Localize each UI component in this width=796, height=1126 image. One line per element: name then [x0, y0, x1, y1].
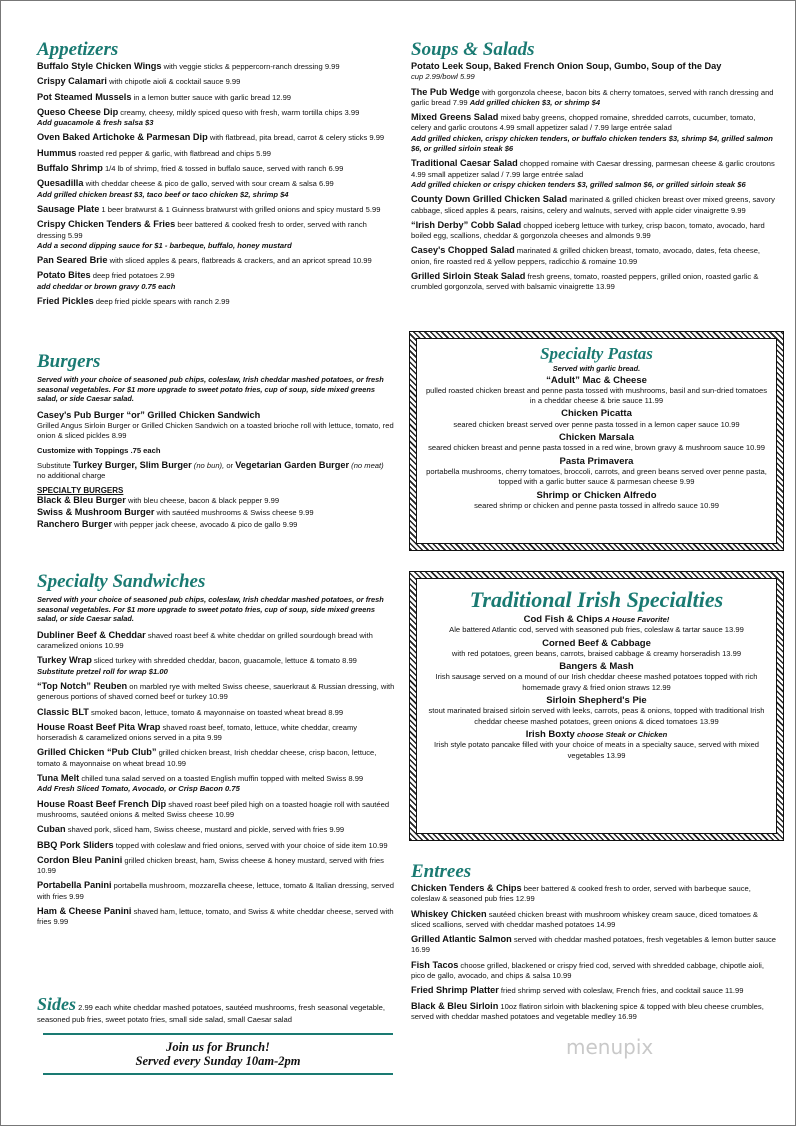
list-item: Bangers & Mash Irish sausage served on a mound of our Irish cheddar cheese mashed potatoes topped with rich homemade gravy & fried onion straws 12.99 [435, 661, 758, 692]
irish-box [409, 571, 784, 841]
list-item: Quesadilla with cheddar cheese & pico de gallo, served with sour cream & salsa 6.99 Add grilled chicken breast $3, taco beef or taco chicken $2, shrimp $4 [37, 178, 334, 199]
list-item: Crispy Chicken Tenders & Fries beer battered & cooked fresh to order, served with ranch dressing 5.99 Add a second dipping sauce for $1 - barbeque, buffalo, honey mustard [37, 219, 367, 250]
burgers-toppings: Customize with Toppings .75 each [37, 445, 161, 455]
list-item: Cod Fish & Chips A House Favorite! Ale battered Atlantic cod, served with seasoned pub fries, coleslaw & tartar sauce 13.99 [449, 614, 744, 635]
list-item: Potato Bites deep fried potatoes 2.99 add cheddar or brown gravy 0.75 each [37, 270, 176, 291]
left-column [37, 39, 395, 311]
sandwiches-section [37, 571, 395, 932]
pastas-heading: Specialty Pastas [540, 344, 653, 363]
list-item: Corned Beef & Cabbage with red potatoes, green beans, carrots, braised cabbage & creamy horseradish 13.99 [451, 637, 742, 658]
appetizers-heading: Appetizers [37, 39, 119, 60]
list-item: Mixed Greens Salad mixed baby greens, chopped romaine, shredded carrots, cucumber, tomato, celery and garlic croutons 4.99 small appetizer salad / 7.99 large entrée salad Add grilled chicken, crispy chicken tenders, or buffalo chicken tenders $3, shrimp $4, grilled salmon $6, or grilled sirloin steak $6 [411, 112, 773, 154]
burgers-note: Served with your choice of seasoned pub chips, coleslaw, Irish cheddar mashed potatoes, or fresh seasonal vegetables. For $1 more upgrade to sweet potato fries, cup of soup, side mixed greens salad, or side Caesar salad. [37, 375, 384, 404]
list-item: Dubliner Beef & Cheddar shaved roast beef & white cheddar on grilled sourdough bread with caramelized onions 10.99 [37, 629, 373, 651]
list-item: Fish Tacos choose grilled, blackened or crispy fried cod, served with shredded cabbage, chipotle aioli, pico de gallo, avocado, and chips & salsa 10.99 [411, 959, 764, 981]
list-item: Grilled Sirloin Steak Salad fresh greens, tomato, roasted peppers, grilled onion, roasted garlic & crumbled gorgonzola, served with balsamic vinaigrette 13.99 [411, 271, 759, 292]
list-item: Cordon Bleu Panini grilled chicken breast, ham, Swiss cheese & honey mustard, served with fries 10.99 [37, 854, 384, 876]
list-item: Crispy Calamari with chipotle aioli & cocktail sauce 9.99 [37, 76, 241, 87]
list-item: Ham & Cheese Panini shaved ham, lettuce, tomato, and Swiss & white cheddar cheese, served with fries 9.99 [37, 906, 394, 927]
pastas-inner [416, 338, 777, 544]
sides-text: Sides 2.99 each white cheddar mashed potatoes, sautéed mushrooms, fresh seasonal vegetable, seasoned pub fries, sweet potato fries, small side salad, small Caesar salad [37, 994, 386, 1024]
list-item: House Roast Beef French Dip shaved roast beef piled high on a toasted hoagie roll with sautéed mushrooms, sautéed onions & melted Swiss cheese 10.99 [37, 798, 390, 819]
list-item: Hummus roasted red pepper & garlic, with flatbread and chips 5.99 [37, 147, 271, 158]
list-item: Portabella Panini portabella mushroom, mozzarella cheese, lettuce, tomato & Italian dressing, served with fries 9.99 [37, 880, 394, 901]
brunch-top-rule [43, 1033, 393, 1035]
soups-heading: Soups & Salads [411, 39, 535, 60]
soups-section [411, 39, 776, 297]
list-item: Fried Pickles deep fried pickle spears with ranch 2.99 [37, 296, 230, 307]
entrees-section [411, 861, 776, 1026]
list-item: “Top Notch” Reuben on marbled rye with melted Swiss cheese, sauerkraut & Russian dressing, with generous portions of shaved corned beef or turkey 10.99 [37, 680, 395, 702]
list-item: Grilled Chicken “Pub Club” grilled chicken breast, Irish cheddar cheese, crisp bacon, lettuce, tomato & mayonnaise on wheat bread 10.99 [37, 747, 377, 768]
brunch-notice [43, 1040, 393, 1068]
list-item: Black & Bleu Sirloin 10oz flatiron sirloin with blackening spice & topped with bleu cheese crumbles, served with cheddar mashed potatoes and vegetable medley 16.99 [411, 1000, 764, 1021]
soup-list: Potato Leek Soup, Baked French Onion Soup, Gumbo, Soup of the Day cup 2.99/bowl 5.99 [411, 61, 722, 82]
list-item: Casey's Pub Burger “or” Grilled Chicken Sandwich Grilled Angus Sirloin Burger or Grilled Chicken Sandwich on a toasted brioche roll with lettuce, tomato, red onion & sliced pickles 8.99 [37, 409, 394, 441]
list-item: Pan Seared Brie with sliced apples & pears, flatbreads & crackers, and an apricot spread 10.99 [37, 255, 372, 266]
list-item: BBQ Pork Sliders topped with coleslaw and fried onions, served with your choice of side item 10.99 [37, 839, 388, 850]
list-item: Queso Cheese Dip creamy, cheesy, mildly spiced queso with fresh, warm tortilla chips 3.99 Add guacamole & fresh salsa $3 [37, 106, 360, 128]
list-item: Swiss & Mushroom Burger with sautéed mushrooms & Swiss cheese 9.99 [37, 506, 314, 517]
appetizers-list [37, 61, 395, 307]
list-item: Buffalo Shrimp 1/4 lb of shrimp, fried & tossed in buffalo sauce, served with ranch 6.99 [37, 163, 344, 174]
list-item: Shrimp or Chicken Alfredo seared shrimp or chicken and penne pasta tossed in alfredo sauce 10.99 [474, 489, 719, 510]
sides-heading: Sides [37, 994, 77, 1014]
list-item: Turkey Wrap sliced turkey with shredded cheddar, bacon, guacamole, lettuce & tomato 8.99 Substitute pretzel roll for wrap $1.00 [37, 655, 357, 676]
list-item: Classic BLT smoked bacon, lettuce, tomato & mayonnaise on toasted wheat bread 8.99 [37, 706, 344, 717]
list-item: Fried Shrimp Platter fried shrimp served with coleslaw, French fries, and cocktail sauce 11.99 [411, 985, 744, 996]
list-item: Chicken Marsala seared chicken breast and penne pasta tossed in a red wine, brown gravy & mushroom sauce 10.99 [428, 432, 765, 453]
list-item: Irish Boxty choose Steak or Chicken Irish style potato pancake filled with your choice of meats in a specialty sauce, served with mixed vegetables 13.99 [434, 728, 759, 760]
list-item: “Adult” Mac & Cheese pulled roasted chicken breast and penne pasta tossed with mushrooms, basil and sun-dried tomatoes in a cheddar cheese & brie sauce 11.99 [425, 374, 768, 406]
list-item: Casey's Chopped Salad marinated & grilled chicken breast, tomato, avocado, dates, feta cheese, onion, fire roasted red & yellow peppers, radicchio & romaine 10.99 [411, 245, 761, 266]
list-item: Whiskey Chicken sautéed chicken breast with mushroom whiskey cream sauce, diced tomatoes & sliced scallions, served with cheddar mashed potatoes 14.99 [411, 908, 758, 929]
sandwiches-note: Served with your choice of seasoned pub chips, coleslaw, Irish cheddar mashed potatoes, or fresh seasonal vegetables. For $1 more upgrade to sweet potato fries, cup of soup, side mixed greens salad, or side Caesar salad. [37, 595, 384, 624]
list-item: Pot Steamed Mussels in a lemon butter sauce with garlic bread 12.99 [37, 91, 292, 102]
list-item: Black & Bleu Burger with bleu cheese, bacon & black pepper 9.99 [37, 494, 280, 505]
list-item: Traditional Caesar Salad chopped romaine with Caesar dressing, parmesan cheese & garlic croutons 4.99 small appetizer salad / 7.99 large entrée salad Add grilled chicken or crispy chicken tenders $3, grilled salmon $6, or grilled sirloin steak $6 [411, 158, 775, 189]
menupix-watermark: menupix [566, 1035, 654, 1059]
list-item: County Down Grilled Chicken Salad marinated & grilled chicken breast over mixed greens, savory cabbage, sliced apples & pears, raisins, celery and walnuts, served with apple cider vinaigrette 9.99 [411, 194, 775, 215]
list-item: Cuban shaved pork, sliced ham, Swiss cheese, mustard and pickle, served with fries 9.99 [37, 824, 345, 835]
list-item: The Pub Wedge with gorgonzola cheese, bacon bits & cherry tomatoes, served with ranch dressing and garlic bread 7.99 Add grilled chicken $3, or shrimp $4 [411, 86, 774, 107]
list-item: Tuna Melt chilled tuna salad served on a toasted English muffin topped with melted Swiss 8.99 Add Fresh Sliced Tomato, Avocado, or Crisp Bacon 0.75 [37, 773, 364, 794]
specialty-burgers-label: SPECIALTY BURGERS [37, 485, 124, 495]
list-item: Pasta Primavera portabella mushrooms, cherry tomatoes, broccoli, carrots, and green beans served over penne pasta, topped with a garlic butter sauce & parmesan cheese 9.99 [426, 455, 767, 487]
list-item: Buffalo Style Chicken Wings with veggie sticks & peppercorn-ranch dressing 9.99 [37, 61, 340, 71]
brunch-line-2: Served every Sunday 10am-2pm [135, 1054, 301, 1068]
list-item: Sausage Plate 1 beer bratwurst & 1 Guinness bratwurst with grilled onions and spicy mustard 5.99 [37, 203, 381, 214]
burgers-heading: Burgers [37, 351, 101, 372]
brunch-line-1: Join us for Brunch! [166, 1040, 270, 1054]
list-item: Chicken Picatta seared chicken breast served over penne pasta tossed in a lemon caper sauce 10.99 [453, 408, 740, 429]
list-item: Grilled Atlantic Salmon served with cheddar mashed potatoes, fresh vegetables & lemon butter sauce 16.99 [411, 934, 776, 955]
brunch-bottom-rule [43, 1073, 393, 1075]
list-item: “Irish Derby” Cobb Salad chopped iceberg lettuce with turkey, crisp bacon, tomato, avocado, hard boiled egg, scallions, cheddar & gorgonzola cheeses and almonds 9.99 [411, 219, 765, 241]
irish-inner [416, 578, 777, 834]
irish-heading: Traditional Irish Specialties [469, 587, 724, 612]
list-item: Oven Baked Artichoke & Parmesan Dip with flatbread, pita bread, carrot & celery sticks 9.99 [37, 132, 385, 143]
list-item: House Roast Beef Pita Wrap shaved roast beef, tomato, lettuce, white cheddar, creamy horseradish & caramelized onions served in a pita 9.99 [37, 721, 358, 743]
pastas-box [409, 331, 784, 551]
burgers-substitute: Substitute Turkey Burger, Slim Burger (no bun), or Vegetarian Garden Burger (no meat) no additional charge [37, 459, 384, 481]
list-item: Sirloin Shepherd's Pie stout marinated braised sirloin served with leeks, carrots, peas & onions, topped with traditional Irish cheddar cheese mashed potatoes, green onions & diced tomatoes 13.99 [428, 695, 765, 726]
sides-section [37, 993, 395, 1029]
pastas-note: Served with garlic bread. [552, 364, 641, 373]
burgers-section [37, 351, 395, 534]
list-item: Ranchero Burger with pepper jack cheese, avocado & pico de gallo 9.99 [37, 519, 298, 530]
entrees-heading: Entrees [411, 861, 472, 882]
list-item: Chicken Tenders & Chips beer battered & cooked fresh to order, served with barbeque sauce, coleslaw & seasoned pub fries 12.99 [411, 883, 751, 904]
sandwiches-heading: Specialty Sandwiches [37, 571, 206, 592]
